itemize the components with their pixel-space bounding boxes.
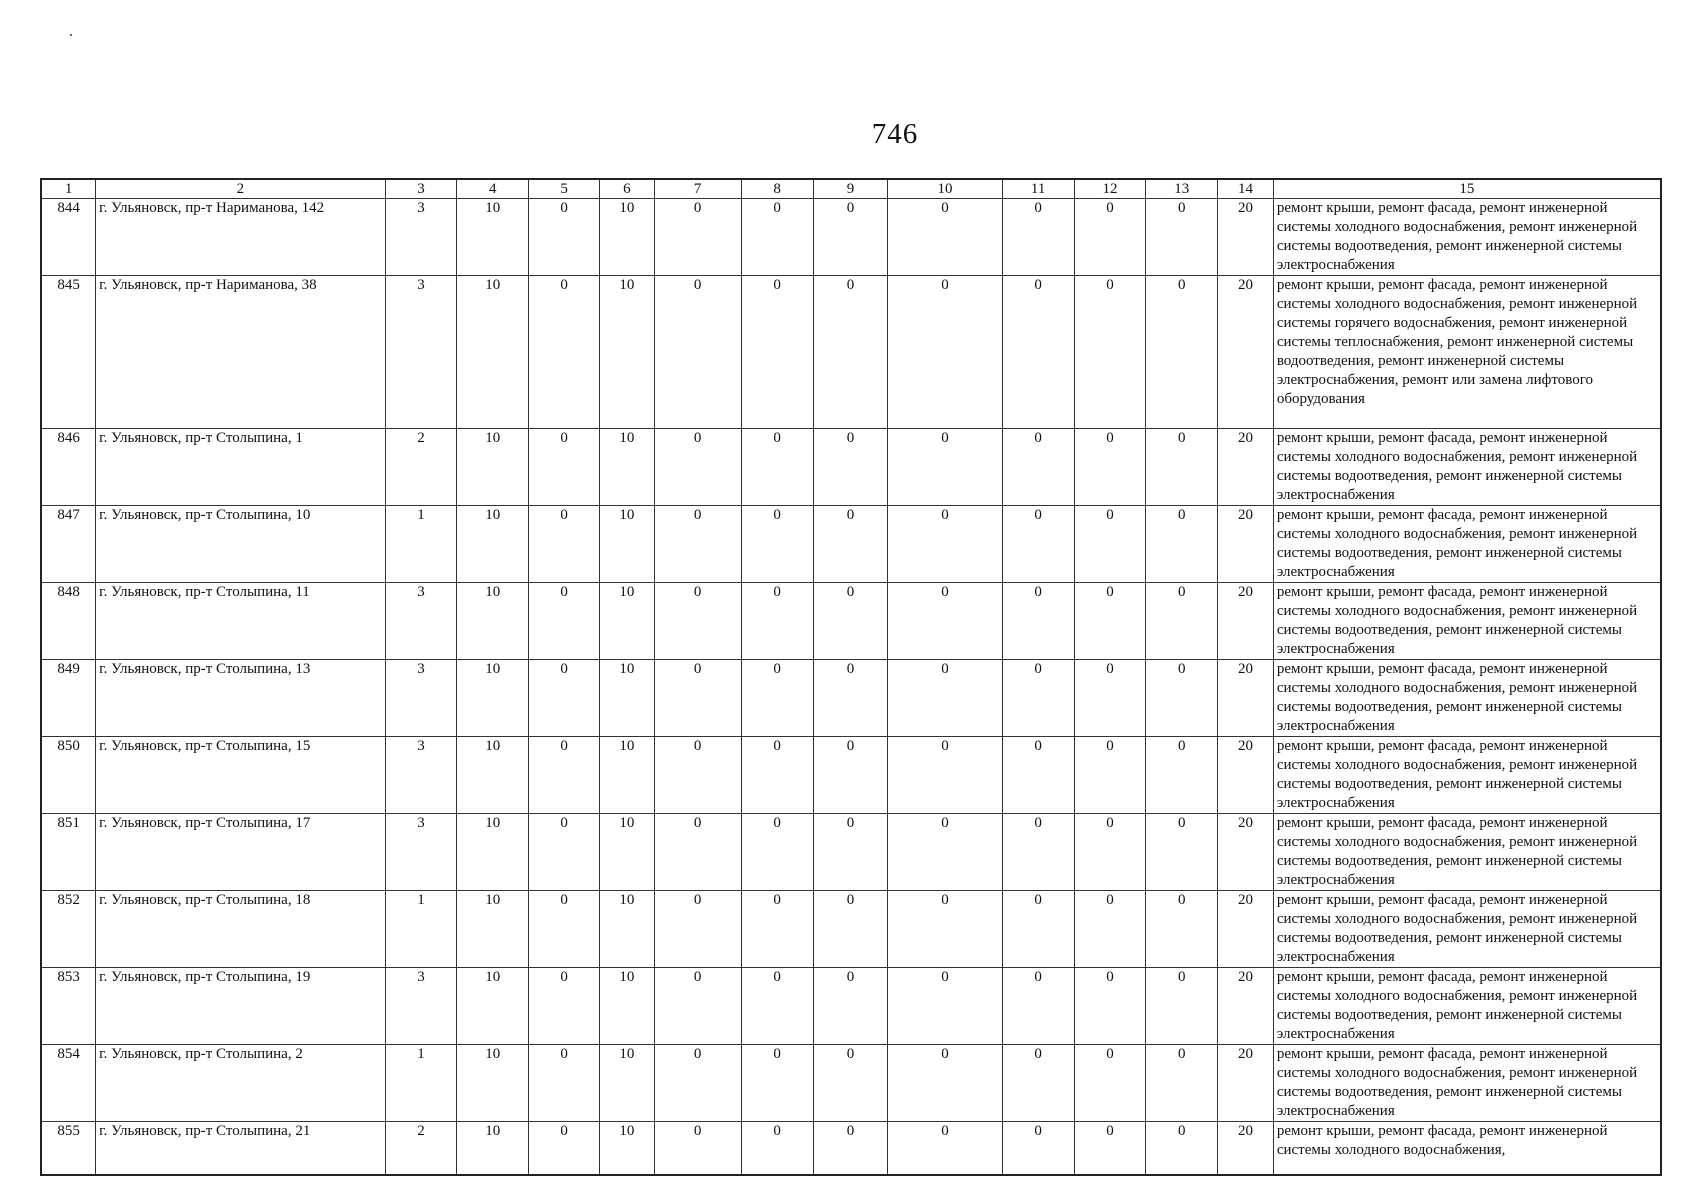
value-cell: 0 xyxy=(654,506,741,583)
table-row xyxy=(41,814,1661,891)
row-number-cell: 845 xyxy=(41,276,96,429)
value-cell: 20 xyxy=(1218,968,1274,1045)
value-cell: 0 xyxy=(741,1045,813,1122)
value-cell: 0 xyxy=(1146,660,1218,737)
value-cell: 0 xyxy=(529,429,600,506)
value-cell: 0 xyxy=(1146,891,1218,968)
table-row xyxy=(41,429,1661,506)
value-cell: 0 xyxy=(813,1122,888,1176)
address-cell: г. Ульяновск, пр-т Столыпина, 19 xyxy=(96,968,385,1045)
value-cell: 0 xyxy=(654,276,741,429)
column-header: 5 xyxy=(529,179,600,199)
table-row xyxy=(41,199,1661,276)
column-header: 3 xyxy=(385,179,457,199)
value-cell: 0 xyxy=(1146,276,1218,429)
value-cell: 20 xyxy=(1218,429,1274,506)
value-cell: 10 xyxy=(600,583,655,660)
value-cell: 10 xyxy=(457,506,529,583)
value-cell: 0 xyxy=(1002,506,1074,583)
value-cell: 0 xyxy=(529,1045,600,1122)
column-header: 13 xyxy=(1146,179,1218,199)
column-header: 15 xyxy=(1273,179,1661,199)
table-row xyxy=(41,1122,1661,1176)
works-list-cell: ремонт крыши, ремонт фасада, ремонт инженерной системы холодного водоснабжения, ремонт инженерной системы водоотведения, ремонт инженерной системы электроснабжения xyxy=(1273,583,1661,660)
value-cell: 0 xyxy=(741,429,813,506)
value-cell: 0 xyxy=(529,583,600,660)
column-header: 12 xyxy=(1074,179,1146,199)
value-cell: 0 xyxy=(654,1122,741,1176)
value-cell: 0 xyxy=(529,968,600,1045)
value-cell: 0 xyxy=(888,1122,1002,1176)
value-cell: 0 xyxy=(1074,583,1146,660)
value-cell: 0 xyxy=(1074,1122,1146,1176)
works-list-cell: ремонт крыши, ремонт фасада, ремонт инженерной системы холодного водоснабжения, ремонт инженерной системы водоотведения, ремонт инженерной системы электроснабжения xyxy=(1273,814,1661,891)
row-number-cell: 852 xyxy=(41,891,96,968)
row-number-cell: 849 xyxy=(41,660,96,737)
value-cell: 10 xyxy=(457,891,529,968)
value-cell: 0 xyxy=(741,1122,813,1176)
value-cell: 0 xyxy=(741,276,813,429)
row-number-cell: 855 xyxy=(41,1122,96,1176)
value-cell: 0 xyxy=(1074,814,1146,891)
value-cell: 1 xyxy=(385,891,457,968)
value-cell: 0 xyxy=(813,583,888,660)
value-cell: 0 xyxy=(1002,660,1074,737)
address-cell: г. Ульяновск, пр-т Столыпина, 10 xyxy=(96,506,385,583)
value-cell: 0 xyxy=(888,1045,1002,1122)
value-cell: 0 xyxy=(654,1045,741,1122)
value-cell: 0 xyxy=(1146,506,1218,583)
value-cell: 0 xyxy=(1146,737,1218,814)
table-row xyxy=(41,506,1661,583)
value-cell: 0 xyxy=(529,737,600,814)
works-list-cell: ремонт крыши, ремонт фасада, ремонт инженерной системы холодного водоснабжения, ремонт инженерной системы водоотведения, ремонт инженерной системы электроснабжения xyxy=(1273,199,1661,276)
row-number-cell: 846 xyxy=(41,429,96,506)
value-cell: 10 xyxy=(457,199,529,276)
table-body xyxy=(41,199,1661,1176)
value-cell: 0 xyxy=(741,199,813,276)
value-cell: 0 xyxy=(813,1045,888,1122)
column-header: 2 xyxy=(96,179,385,199)
column-header: 7 xyxy=(654,179,741,199)
value-cell: 0 xyxy=(654,199,741,276)
value-cell: 0 xyxy=(888,506,1002,583)
value-cell: 0 xyxy=(813,814,888,891)
address-cell: г. Ульяновск, пр-т Нариманова, 142 xyxy=(96,199,385,276)
page-number: 746 xyxy=(871,118,919,150)
address-cell: г. Ульяновск, пр-т Столыпина, 13 xyxy=(96,660,385,737)
value-cell: 20 xyxy=(1218,506,1274,583)
repair-program-table xyxy=(40,178,1662,1176)
value-cell: 0 xyxy=(1002,737,1074,814)
value-cell: 0 xyxy=(654,814,741,891)
value-cell: 1 xyxy=(385,506,457,583)
value-cell: 0 xyxy=(1146,968,1218,1045)
value-cell: 0 xyxy=(1002,199,1074,276)
works-list-cell: ремонт крыши, ремонт фасада, ремонт инженерной системы холодного водоснабжения, ремонт инженерной системы горячего водоснабжения, ремонт инженерной системы теплоснабжения, ремонт инженерной системы водоотведения, ремонт инженерной системы электроснабжения, ремонт или замена лифтового оборудования xyxy=(1273,276,1661,429)
value-cell: 0 xyxy=(1146,1045,1218,1122)
address-cell: г. Ульяновск, пр-т Столыпина, 2 xyxy=(96,1045,385,1122)
works-list-cell: ремонт крыши, ремонт фасада, ремонт инженерной системы холодного водоснабжения, xyxy=(1273,1122,1661,1176)
table-row xyxy=(41,1045,1661,1122)
value-cell: 10 xyxy=(457,429,529,506)
value-cell: 10 xyxy=(600,814,655,891)
value-cell: 10 xyxy=(600,891,655,968)
value-cell: 10 xyxy=(457,1122,529,1176)
table-row xyxy=(41,891,1661,968)
value-cell: 10 xyxy=(457,1045,529,1122)
value-cell: 2 xyxy=(385,1122,457,1176)
works-list-cell: ремонт крыши, ремонт фасада, ремонт инженерной системы холодного водоснабжения, ремонт инженерной системы водоотведения, ремонт инженерной системы электроснабжения xyxy=(1273,506,1661,583)
value-cell: 20 xyxy=(1218,737,1274,814)
address-cell: г. Ульяновск, пр-т Столыпина, 17 xyxy=(96,814,385,891)
row-number-cell: 850 xyxy=(41,737,96,814)
works-list-cell: ремонт крыши, ремонт фасада, ремонт инженерной системы холодного водоснабжения, ремонт инженерной системы водоотведения, ремонт инженерной системы электроснабжения xyxy=(1273,660,1661,737)
column-number-row xyxy=(41,179,1661,199)
value-cell: 0 xyxy=(654,429,741,506)
value-cell: 0 xyxy=(1002,276,1074,429)
value-cell: 0 xyxy=(888,968,1002,1045)
value-cell: 0 xyxy=(813,429,888,506)
value-cell: 0 xyxy=(813,968,888,1045)
row-number-cell: 848 xyxy=(41,583,96,660)
value-cell: 10 xyxy=(457,737,529,814)
column-header: 4 xyxy=(457,179,529,199)
address-cell: г. Ульяновск, пр-т Столыпина, 15 xyxy=(96,737,385,814)
value-cell: 3 xyxy=(385,814,457,891)
value-cell: 0 xyxy=(1002,1045,1074,1122)
value-cell: 10 xyxy=(600,968,655,1045)
value-cell: 10 xyxy=(600,199,655,276)
address-cell: г. Ульяновск, пр-т Столыпина, 11 xyxy=(96,583,385,660)
value-cell: 0 xyxy=(813,660,888,737)
row-number-cell: 854 xyxy=(41,1045,96,1122)
value-cell: 0 xyxy=(888,660,1002,737)
value-cell: 3 xyxy=(385,276,457,429)
value-cell: 0 xyxy=(1146,429,1218,506)
column-header: 8 xyxy=(741,179,813,199)
value-cell: 10 xyxy=(600,429,655,506)
table-row xyxy=(41,583,1661,660)
value-cell: 0 xyxy=(1146,199,1218,276)
value-cell: 0 xyxy=(654,737,741,814)
column-header: 6 xyxy=(600,179,655,199)
value-cell: 0 xyxy=(1146,814,1218,891)
value-cell: 1 xyxy=(385,1045,457,1122)
value-cell: 20 xyxy=(1218,814,1274,891)
value-cell: 0 xyxy=(1146,1122,1218,1176)
value-cell: 0 xyxy=(741,814,813,891)
column-header: 1 xyxy=(41,179,96,199)
value-cell: 0 xyxy=(813,506,888,583)
row-number-cell: 853 xyxy=(41,968,96,1045)
value-cell: 0 xyxy=(529,660,600,737)
value-cell: 3 xyxy=(385,199,457,276)
value-cell: 0 xyxy=(741,891,813,968)
value-cell: 0 xyxy=(888,429,1002,506)
value-cell: 0 xyxy=(1002,968,1074,1045)
value-cell: 0 xyxy=(654,968,741,1045)
value-cell: 3 xyxy=(385,968,457,1045)
address-cell: г. Ульяновск, пр-т Столыпина, 21 xyxy=(96,1122,385,1176)
value-cell: 10 xyxy=(600,1045,655,1122)
column-header: 11 xyxy=(1002,179,1074,199)
value-cell: 0 xyxy=(888,583,1002,660)
value-cell: 20 xyxy=(1218,583,1274,660)
table-row xyxy=(41,968,1661,1045)
value-cell: 20 xyxy=(1218,1122,1274,1176)
value-cell: 0 xyxy=(1074,1045,1146,1122)
value-cell: 0 xyxy=(888,814,1002,891)
row-number-cell: 847 xyxy=(41,506,96,583)
value-cell: 0 xyxy=(1074,199,1146,276)
value-cell: 2 xyxy=(385,429,457,506)
works-list-cell: ремонт крыши, ремонт фасада, ремонт инженерной системы холодного водоснабжения, ремонт инженерной системы водоотведения, ремонт инженерной системы электроснабжения xyxy=(1273,968,1661,1045)
value-cell: 0 xyxy=(1074,429,1146,506)
value-cell: 0 xyxy=(888,737,1002,814)
value-cell: 0 xyxy=(654,583,741,660)
works-list-cell: ремонт крыши, ремонт фасада, ремонт инженерной системы холодного водоснабжения, ремонт инженерной системы водоотведения, ремонт инженерной системы электроснабжения xyxy=(1273,891,1661,968)
value-cell: 0 xyxy=(1074,891,1146,968)
address-cell: г. Ульяновск, пр-т Столыпина, 18 xyxy=(96,891,385,968)
column-header: 10 xyxy=(888,179,1002,199)
value-cell: 0 xyxy=(741,968,813,1045)
value-cell: 0 xyxy=(1002,583,1074,660)
value-cell: 10 xyxy=(600,1122,655,1176)
value-cell: 0 xyxy=(888,891,1002,968)
value-cell: 0 xyxy=(1146,583,1218,660)
value-cell: 10 xyxy=(457,660,529,737)
value-cell: 20 xyxy=(1218,660,1274,737)
value-cell: 20 xyxy=(1218,276,1274,429)
value-cell: 0 xyxy=(813,737,888,814)
value-cell: 0 xyxy=(1074,506,1146,583)
table-row xyxy=(41,276,1661,429)
value-cell: 0 xyxy=(529,276,600,429)
value-cell: 0 xyxy=(654,660,741,737)
column-header: 9 xyxy=(813,179,888,199)
table-row xyxy=(41,660,1661,737)
value-cell: 10 xyxy=(600,506,655,583)
value-cell: 3 xyxy=(385,737,457,814)
value-cell: 0 xyxy=(741,506,813,583)
address-cell: г. Ульяновск, пр-т Столыпина, 1 xyxy=(96,429,385,506)
value-cell: 20 xyxy=(1218,891,1274,968)
value-cell: 0 xyxy=(813,891,888,968)
value-cell: 0 xyxy=(1002,1122,1074,1176)
value-cell: 10 xyxy=(600,737,655,814)
works-list-cell: ремонт крыши, ремонт фасада, ремонт инженерной системы холодного водоснабжения, ремонт инженерной системы водоотведения, ремонт инженерной системы электроснабжения xyxy=(1273,1045,1661,1122)
value-cell: 0 xyxy=(1074,276,1146,429)
value-cell: 3 xyxy=(385,660,457,737)
value-cell: 0 xyxy=(529,891,600,968)
table-row xyxy=(41,737,1661,814)
value-cell: 0 xyxy=(1074,968,1146,1045)
value-cell: 20 xyxy=(1218,1045,1274,1122)
value-cell: 0 xyxy=(888,276,1002,429)
value-cell: 10 xyxy=(457,583,529,660)
value-cell: 0 xyxy=(529,814,600,891)
value-cell: 0 xyxy=(813,276,888,429)
row-number-cell: 844 xyxy=(41,199,96,276)
works-list-cell: ремонт крыши, ремонт фасада, ремонт инженерной системы холодного водоснабжения, ремонт инженерной системы водоотведения, ремонт инженерной системы электроснабжения xyxy=(1273,737,1661,814)
value-cell: 0 xyxy=(1002,814,1074,891)
value-cell: 20 xyxy=(1218,199,1274,276)
value-cell: 0 xyxy=(1002,429,1074,506)
value-cell: 0 xyxy=(813,199,888,276)
value-cell: 0 xyxy=(1002,891,1074,968)
value-cell: 10 xyxy=(600,660,655,737)
value-cell: 0 xyxy=(888,199,1002,276)
address-cell: г. Ульяновск, пр-т Нариманова, 38 xyxy=(96,276,385,429)
value-cell: 0 xyxy=(529,506,600,583)
value-cell: 0 xyxy=(741,583,813,660)
value-cell: 0 xyxy=(529,1122,600,1176)
value-cell: 0 xyxy=(1074,660,1146,737)
value-cell: 0 xyxy=(741,737,813,814)
value-cell: 3 xyxy=(385,583,457,660)
row-number-cell: 851 xyxy=(41,814,96,891)
value-cell: 10 xyxy=(457,814,529,891)
scan-speck xyxy=(70,34,72,36)
column-header: 14 xyxy=(1218,179,1274,199)
works-list-cell: ремонт крыши, ремонт фасада, ремонт инженерной системы холодного водоснабжения, ремонт инженерной системы водоотведения, ремонт инженерной системы электроснабжения xyxy=(1273,429,1661,506)
value-cell: 10 xyxy=(600,276,655,429)
value-cell: 0 xyxy=(1074,737,1146,814)
value-cell: 0 xyxy=(654,891,741,968)
value-cell: 0 xyxy=(529,199,600,276)
value-cell: 10 xyxy=(457,276,529,429)
value-cell: 0 xyxy=(741,660,813,737)
value-cell: 10 xyxy=(457,968,529,1045)
